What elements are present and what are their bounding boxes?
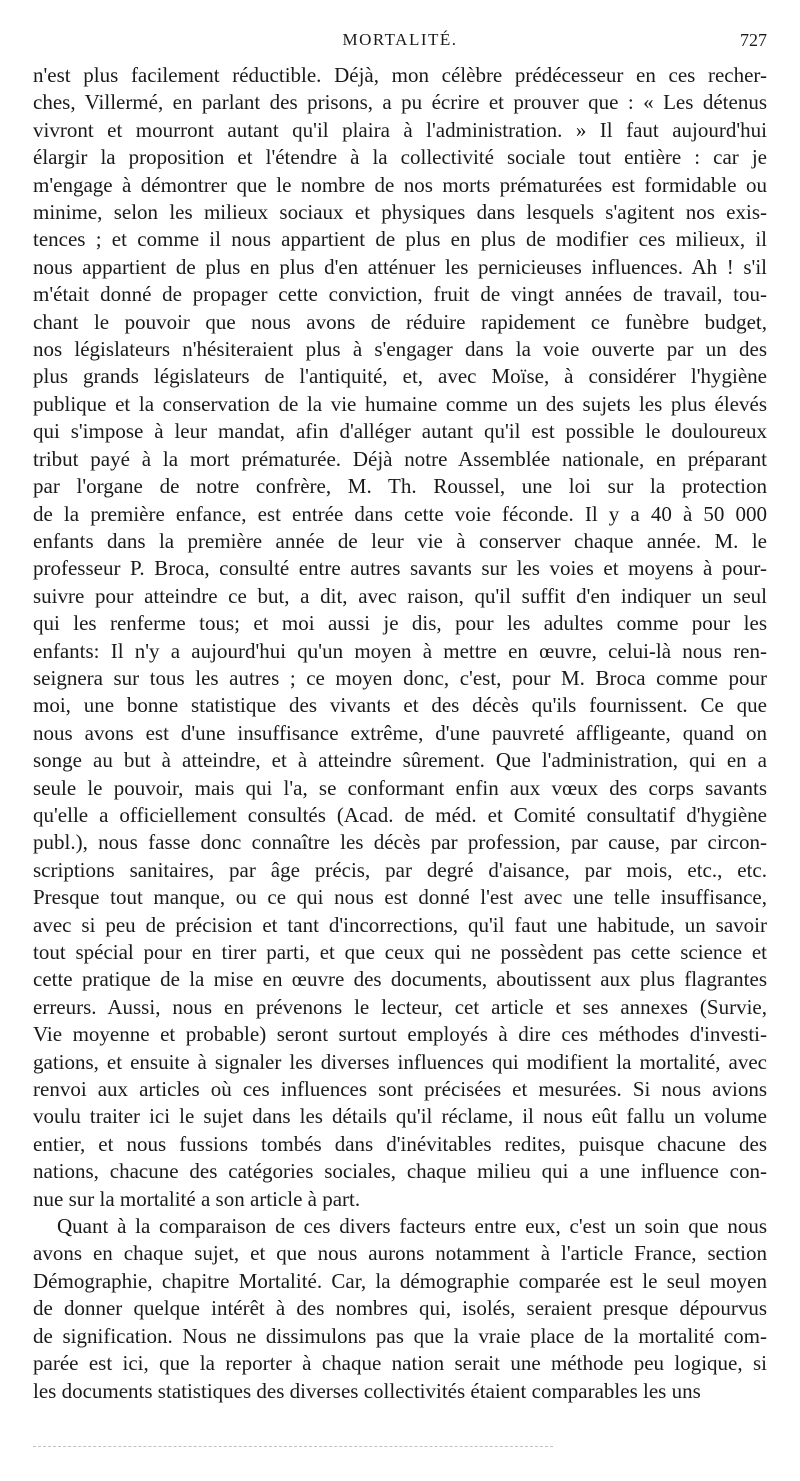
text-line: voulu traiter ici le sujet dans les détails qu'il réclame, il nous eût fallu un volume — [33, 1104, 767, 1129]
text-line: ches, Villermé, en parlant des prisons, a pu écrire et prouver que : « Les détenus — [33, 90, 767, 115]
text-line: minime, selon les milieux sociaux et physiques dans lesquels s'agitent nos exis- — [33, 200, 767, 225]
text-line: avons en chaque sujet, et que nous aurons notamment à l'article France, section — [33, 1241, 767, 1266]
text-line: enfants dans la première année de leur vie à conserver chaque année. M. le — [33, 528, 767, 553]
text-line: erreurs. Aussi, nous en prévenons le lecteur, cet article et ses annexes (Survie, — [33, 994, 767, 1019]
text-line: de donner quelque intérêt à des nombres qui, isolés, seraient presque dépourvus — [33, 1296, 767, 1321]
text-line: seule le pouvoir, mais qui l'a, se conformant enfin aux vœux des corps savants — [33, 775, 767, 800]
text-line: m'engage à démontrer que le nombre de nos morts prématurées est formidable ou — [33, 172, 767, 197]
text-line: moi, une bonne statistique des vivants et des décès qu'ils fournissent. Ce que — [33, 693, 767, 718]
text-line: Vie moyenne et probable) seront surtout employés à dire ces méthodes d'investi- — [33, 1022, 767, 1047]
text-line: nations, chacune des catégories sociales, chaque milieu qui a une influence con- — [33, 1159, 767, 1184]
text-line: tout spécial pour en tirer parti, et que ceux qui ne possèdent pas cette science et — [33, 940, 767, 964]
text-line: songe au but à atteindre, et à atteindre sûrement. Que l'administration, qui en a — [33, 748, 767, 773]
page-number: 727 — [740, 30, 767, 50]
footer-rule — [33, 1446, 553, 1449]
text-line: enfants: Il n'y a aujourd'hui qu'un moyen à mettre en œuvre, celui-là nous ren- — [33, 638, 767, 663]
text-line: élargir la proposition et l'étendre à la collectivité sociale tout entière : car je — [33, 145, 767, 170]
running-head — [33, 26, 767, 56]
text-line: qui s'impose à leur mandat, afin d'alléger autant qu'il est possible le douloureux — [33, 419, 767, 444]
text-line: suivre pour atteindre ce but, a dit, avec raison, qu'il suffit d'en indiquer un seul — [33, 583, 767, 608]
text-line: gations, et ensuite à signaler les diverses influences qui modifient la mortalité, avec — [33, 1049, 767, 1074]
text-line: professeur P. Broca, consulté entre autres savants sur les voies et moyens à pour- — [33, 556, 767, 581]
text-line: nous appartient de plus en plus d'en atténuer les pernicieuses influences. Ah ! s'il — [33, 254, 767, 279]
text-line: publique et la conservation de la vie humaine comme un des sujets les plus élevés — [33, 391, 767, 416]
body-text — [33, 62, 767, 1405]
text-line: parée est ici, que la reporter à chaque nation serait une méthode peu logique, si — [33, 1351, 767, 1376]
text-line: par l'organe de notre confrère, M. Th. Roussel, une loi sur la protection — [33, 474, 767, 499]
paragraph — [33, 62, 767, 1213]
text-line: Quant à la comparaison de ces divers facteurs entre eux, c'est un soin que nous — [57, 1214, 767, 1239]
page — [33, 26, 767, 1405]
running-title: MORTALITÉ. — [342, 30, 458, 49]
text-line: entier, et nous fussions tombés dans d'inévitables redites, puisque chacune des — [33, 1131, 767, 1156]
text-line: nous avons est d'une insuffisance extrême, d'une pauvreté affligeante, quand on — [33, 720, 767, 745]
paragraph — [33, 1213, 767, 1405]
text-line: vivront et mourront autant qu'il plaira à l'administration. » Il faut aujourd'hui — [33, 117, 767, 142]
text-line: tences ; et comme il nous appartient de plus en plus de modifier ces milieux, il — [33, 227, 767, 252]
text-line: Démographie, chapitre Mortalité. Car, la démographie comparée est le seul moyen — [33, 1268, 767, 1293]
text-line: m'était donné de propager cette conviction, fruit de vingt années de travail, tou- — [33, 282, 767, 307]
text-line: chant le pouvoir que nous avons de réduire rapidement ce funèbre budget, — [33, 309, 767, 334]
text-line: Presque tout manque, ou ce qui nous est donné l'est avec une telle insuffisance, — [33, 885, 767, 910]
text-line: qui les renferme tous; et moi aussi je dis, pour les adultes comme pour les — [33, 611, 767, 636]
text-line: qu'elle a officiellement consultés (Acad. de méd. et Comité consultatif d'hygiène — [33, 802, 767, 827]
text-line: plus grands législateurs de l'antiquité, et, avec Moïse, à considérer l'hygiène — [33, 364, 767, 389]
text-line: nue sur la mortalité a son article à part. — [33, 1186, 361, 1211]
text-line: publ.), nous fasse donc connaître les décès par profession, par cause, par circon- — [33, 830, 767, 855]
text-line: seignera sur tous les autres ; ce moyen donc, c'est, pour M. Broca comme pour — [33, 665, 767, 690]
text-line: de la première enfance, est entrée dans cette voie féconde. Il y a 40 à 50 000 — [33, 501, 767, 526]
text-line: avec si peu de précision et tant d'incorrections, qu'il faut une habitude, un savoir — [33, 912, 767, 937]
text-line: cette pratique de la mise en œuvre des documents, aboutissent aux plus flagrantes — [33, 967, 767, 992]
text-line: scriptions sanitaires, par âge précis, par degré d'aisance, par mois, etc., etc. — [33, 857, 767, 882]
text-line: de signification. Nous ne dissimulons pas que la vraie place de la mortalité com- — [33, 1323, 767, 1348]
text-line: nos législateurs n'hésiteraient plus à s'engager dans la voie ouverte par un des — [33, 337, 767, 362]
text-line: les documents statistiques des diverses collectivités étaient comparables les uns — [33, 1378, 701, 1403]
text-line: tribut payé à la mort prématurée. Déjà notre Assemblée nationale, en préparant — [33, 446, 767, 471]
text-line: n'est plus facilement réductible. Déjà, mon célèbre prédécesseur en ces recher- — [33, 63, 767, 87]
text-line: renvoi aux articles où ces influences sont précisées et mesurées. Si nous avions — [33, 1077, 767, 1102]
